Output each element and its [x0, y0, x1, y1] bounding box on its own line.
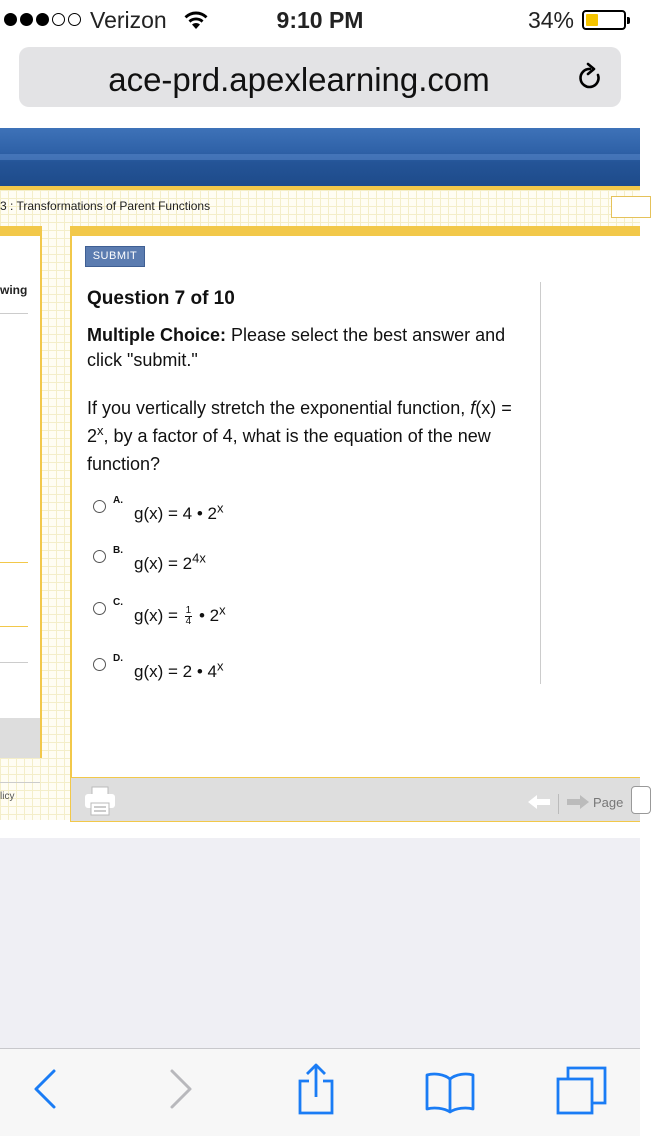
privacy-policy-link[interactable]: licy: [0, 791, 15, 802]
radio-button[interactable]: [93, 500, 106, 513]
address-bar-area: [0, 40, 640, 128]
instruction-type: Multiple Choice:: [87, 325, 226, 345]
question-prompt: [87, 394, 532, 478]
print-icon[interactable]: [84, 786, 116, 821]
prompt-exponent: x: [97, 423, 104, 438]
previous-page-arrow-icon[interactable]: [528, 795, 550, 814]
breadcrumb: 3 : Transformations of Parent Functions: [0, 199, 211, 213]
battery-icon: [582, 10, 626, 30]
option-letter: C.: [113, 597, 123, 608]
page-number-input[interactable]: [631, 786, 651, 814]
status-bar: [0, 0, 640, 40]
question-title: Question 7 of 10: [87, 288, 235, 309]
left-nav-divider: [0, 662, 28, 663]
left-nav-divider: [0, 562, 28, 563]
submit-button[interactable]: SUBMIT: [85, 246, 145, 267]
left-nav-divider: [0, 313, 28, 314]
question-instructions: [87, 323, 532, 373]
instruction-text: Please select the best answer and click "submit.": [87, 325, 506, 370]
safari-toolbar: [0, 1048, 640, 1136]
option-letter: D.: [113, 653, 123, 664]
prompt-text: If you vertically stretch the exponential function,: [87, 398, 471, 418]
address-bar[interactable]: [19, 47, 621, 107]
option-equation: $g(x) = 2^{4x}$: [134, 550, 206, 573]
arrow-divider: [558, 794, 559, 814]
reload-icon[interactable]: [575, 61, 605, 98]
option-letter: A.: [113, 495, 123, 506]
left-nav-divider: [0, 626, 28, 627]
battery-percent: 34%: [527, 7, 574, 33]
url-text[interactable]: ace-prd.apexlearning.com: [108, 61, 490, 98]
page-bottom-margin: [0, 838, 640, 1048]
clock-time: 9:10 PM: [276, 7, 364, 33]
bookmarks-icon[interactable]: [424, 1071, 476, 1118]
share-icon[interactable]: [296, 1063, 336, 1120]
left-nav-panel: [0, 226, 42, 758]
search-field[interactable]: [611, 196, 651, 218]
back-icon[interactable]: [30, 1067, 60, 1116]
panel-border: [70, 226, 72, 778]
question-divider: [540, 282, 541, 684]
page-nav-arrows: [528, 794, 589, 814]
option-letter: B.: [113, 545, 123, 556]
left-nav-item-label[interactable]: wing: [0, 283, 28, 297]
tabs-icon[interactable]: [556, 1065, 608, 1122]
option-equation: g(x) = 4 • 2$^x$: [134, 500, 224, 523]
carrier-name: Verizon: [90, 7, 167, 33]
site-header-band: [0, 128, 640, 186]
option-equation: g(x) = $\frac{1}{4}$ • 2$^x$: [134, 602, 226, 628]
prompt-function: (x) = 2: [87, 398, 512, 446]
radio-button[interactable]: [93, 658, 106, 671]
left-footer-divider: [0, 782, 40, 783]
page-label: Page: [593, 795, 624, 810]
prompt-function-name: f: [470, 398, 476, 418]
radio-button[interactable]: [93, 550, 106, 563]
option-equation: g(x) = 2 • 4$^x$: [134, 658, 224, 681]
forward-icon[interactable]: [166, 1067, 196, 1116]
next-page-arrow-icon[interactable]: [567, 795, 589, 814]
prompt-text-end: , by a factor of 4, what is the equation of the new function?: [87, 426, 491, 474]
left-nav-footer-block: [0, 718, 42, 758]
fraction: $\frac{1}{4}$: [185, 605, 192, 628]
radio-button[interactable]: [93, 602, 106, 615]
